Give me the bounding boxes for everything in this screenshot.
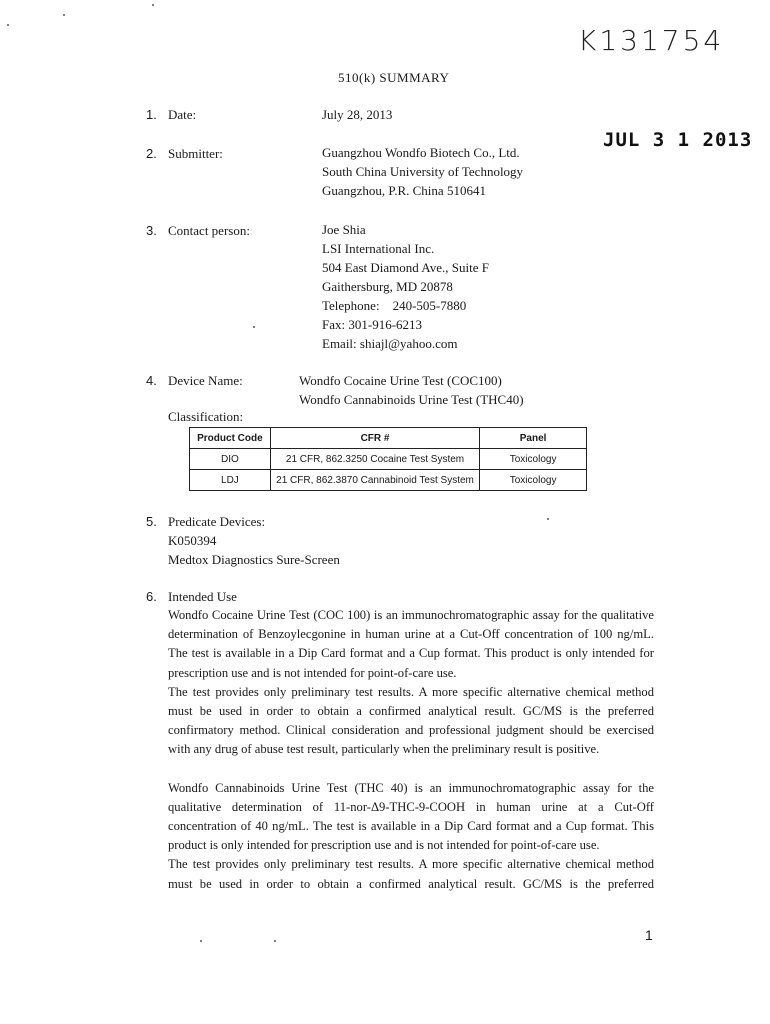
table-row — [190, 470, 587, 491]
table-header-row — [190, 428, 587, 449]
table-cell: DIO — [190, 449, 271, 470]
date-value: July 28, 2013 — [322, 107, 393, 122]
contact-line: Email: shiajl@yahoo.com — [322, 336, 458, 351]
device-name-line: Wondfo Cocaine Urine Test (COC100) — [299, 373, 502, 388]
section-number: 4. — [146, 373, 157, 388]
intended-use-paragraph: Wondfo Cocaine Urine Test (COC 100) is an immunochromatographic assay for the qualitative determination of Benzoylecgonine in human urine at a Cut-Off concentration of 100 ng/mL. The test is available in a Dip Card format and a Cup format. This product is only intended for prescription use and is not intended for point-of-care use. — [168, 608, 654, 680]
contact-line: Gaithersburg, MD 20878 — [322, 279, 453, 294]
scan-speck — [547, 518, 549, 520]
contact-line: Telephone: 240-505-7880 — [322, 298, 467, 313]
handwritten-document-id: K131754 — [578, 24, 725, 57]
scan-speck — [200, 940, 202, 942]
predicate-device-line: K050394 — [168, 533, 217, 548]
received-date-stamp: JUL 3 1 2013 — [603, 129, 753, 151]
section-number: 6. — [146, 589, 157, 604]
page-title: 510(k) SUMMARY — [338, 70, 450, 85]
table-cell: 21 CFR, 862.3250 Cocaine Test System — [270, 449, 479, 470]
submitter-line: Guangzhou Wondfo Biotech Co., Ltd. — [322, 145, 520, 160]
section-number: 3. — [146, 223, 157, 238]
scan-speck — [152, 4, 154, 6]
section-number: 5. — [146, 514, 157, 529]
device-name-block — [299, 371, 524, 409]
scan-speck — [253, 326, 255, 328]
intended-use-paragraph: The test provides only preliminary test results. A more specific alternative chemical method must be used in order to obtain a confirmed analytical result. GC/MS is the preferred confirmatory method. Clinical consideration and professional judgment should be exercised with any drug of abuse test result, particularly when the preliminary result is positive. — [168, 684, 654, 757]
predicate-devices-label: Predicate Devices: — [168, 514, 266, 529]
scan-speck — [7, 24, 9, 26]
contact-line: Fax: 301-916-6213 — [322, 317, 423, 332]
contact-person-label: Contact person: — [168, 223, 250, 238]
table-cell: 21 CFR, 862.3870 Cannabinoid Test System — [270, 470, 479, 491]
device-name-line: Wondfo Cannabinoids Urine Test (THC40) — [299, 392, 524, 407]
table-cell: Toxicology — [480, 470, 587, 491]
predicate-devices-block — [168, 512, 340, 569]
contact-block — [322, 220, 489, 353]
table-cell: Toxicology — [480, 449, 587, 470]
table-header-cell: Panel — [480, 428, 587, 449]
contact-line: Joe Shia — [322, 222, 366, 237]
contact-line: LSI International Inc. — [322, 241, 435, 256]
date-label: Date: — [168, 107, 197, 122]
classification-table — [189, 427, 587, 491]
submitter-line: South China University of Technology — [322, 164, 524, 179]
contact-line: 504 East Diamond Ave., Suite F — [322, 260, 489, 275]
section-number: 1. — [146, 107, 157, 122]
scan-speck — [274, 940, 276, 942]
intended-use-paragraph: Wondfo Cannabinoids Urine Test (THC 40) is an immunochromatographic assay for the qualitative determination of 11-nor-Δ9-THC-9-COOH in human urine at a Cut-Off concentration of 40 ng/mL. The test is available in a Dip Card format and a Cup format. This product is only intended for prescription use and is not intended for point-of-care use. — [168, 780, 654, 853]
classification-label: Classification: — [168, 409, 244, 424]
scan-speck — [63, 14, 65, 16]
intended-use-body — [168, 606, 654, 894]
table-header-cell: Product Code — [190, 428, 271, 449]
section-number: 2. — [146, 146, 157, 161]
intended-use-paragraph: The test provides only preliminary test results. A more specific alternative chemical method must be used in order to obtain a confirmed analytical result. GC/MS is the preferred — [168, 857, 654, 891]
table-header-cell: CFR # — [270, 428, 479, 449]
submitter-line: Guangzhou, P.R. China 510641 — [322, 183, 486, 198]
table-row — [190, 449, 587, 470]
intended-use-label: Intended Use — [168, 589, 237, 604]
device-name-label: Device Name: — [168, 373, 243, 388]
predicate-device-line: Medtox Diagnostics Sure-Screen — [168, 552, 340, 567]
submitter-block — [322, 143, 523, 200]
table-cell: LDJ — [190, 470, 271, 491]
submitter-label: Submitter: — [168, 146, 223, 161]
page-number: 1 — [645, 927, 653, 943]
